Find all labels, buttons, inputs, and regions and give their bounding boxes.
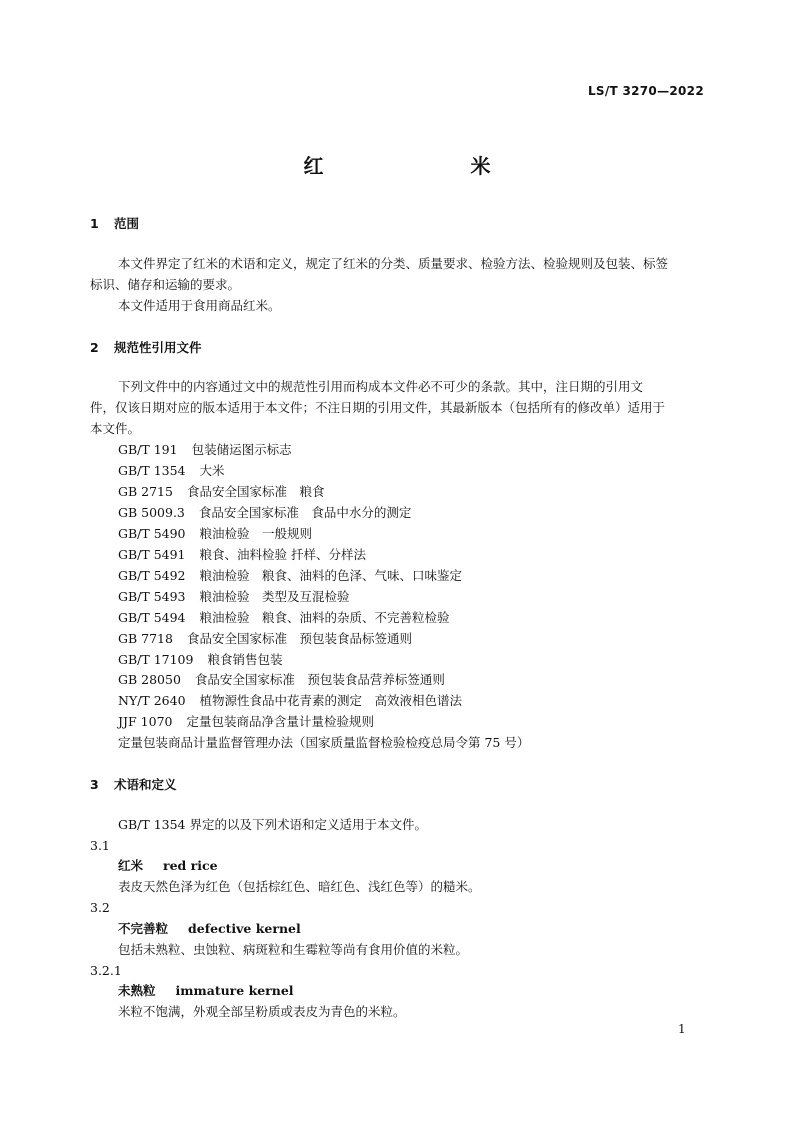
term-number: 3.2.1 — [90, 963, 122, 978]
reference-title: 食品安全国家标准 食品中水分的测定 — [198, 505, 412, 520]
reference-item — [118, 461, 225, 481]
standard-code: LS/T 3270—2022 — [587, 84, 704, 98]
term-chinese: 不完善粒 — [118, 921, 169, 936]
reference-title: 植物源性食品中花青素的测定 高效液相色谱法 — [199, 693, 463, 708]
reference-title: 粮油检验 类型及互混检验 — [199, 589, 350, 604]
reference-title: 大米 — [199, 463, 225, 478]
section-1-para2: 本文件适用于食用商品红米。 — [118, 298, 281, 313]
reference-code: GB 7718 — [118, 631, 173, 646]
reference-item — [118, 524, 312, 544]
reference-item — [118, 587, 350, 607]
page-number: 1 — [678, 1022, 686, 1036]
section-3-title: 术语和定义 — [114, 777, 177, 792]
term-heading — [118, 981, 294, 1001]
term-english: immature kernel — [175, 983, 294, 998]
term-definition: 米粒不饱满，外观全部呈粉质或表皮为青色的米粒。 — [118, 1004, 406, 1019]
reference-code: JJF 1070 — [118, 714, 173, 729]
reference-code: NY/T 2640 — [118, 693, 186, 708]
reference-item — [118, 566, 462, 586]
term-english: defective kernel — [188, 921, 301, 936]
reference-title: 食品安全国家标准 预包装食品标签通则 — [186, 631, 412, 646]
reference-code: GB/T 5491 — [118, 547, 186, 562]
reference-title: 食品安全国家标准 预包装食品营养标签通则 — [194, 672, 445, 687]
reference-title: 食品安全国家标准 粮食 — [186, 484, 325, 499]
reference-item — [118, 503, 411, 523]
section-1-heading — [90, 214, 139, 234]
reference-item — [118, 670, 445, 690]
section-3-heading — [90, 775, 177, 795]
reference-code: GB 2715 — [118, 484, 173, 499]
section-3-intro: GB/T 1354 界定的以及下列术语和定义适用于本文件。 — [118, 817, 427, 832]
section-2-intro-line2: 件，仅该日期对应的版本适用于本文件；不注日期的引用文件，其最新版本（包括所有的修改单）适用于 — [90, 400, 666, 415]
reference-item — [118, 629, 412, 649]
reference-item — [118, 691, 462, 711]
reference-title: 粮食、油料检验 扦样、分样法 — [199, 547, 366, 562]
reference-item — [118, 712, 374, 732]
term-number: 3.2 — [90, 900, 110, 915]
reference-code: GB/T 5494 — [118, 610, 186, 625]
term-definition: 表皮天然色泽为红色（包括棕红色、暗红色、浅红色等）的糙米。 — [118, 879, 481, 894]
regulation-reference: 定量包装商品计量监督管理办法（国家质量监督检验检疫总局令第 75 号） — [118, 735, 530, 750]
reference-code: GB/T 5493 — [118, 589, 186, 604]
section-2-intro-line1: 下列文件中的内容通过文中的规范性引用而构成本文件必不可少的条款。其中，注日期的引用文 — [118, 379, 644, 394]
reference-title: 粮食销售包装 — [207, 652, 283, 667]
section-2-heading — [90, 338, 202, 358]
reference-title: 粮油检验 粮食、油料的色泽、气味、口味鉴定 — [199, 568, 463, 583]
reference-title: 包装储运图示标志 — [191, 442, 292, 457]
reference-item — [118, 650, 282, 670]
term-chinese: 红米 — [118, 858, 144, 873]
reference-code: GB/T 191 — [118, 442, 178, 457]
reference-item — [118, 482, 324, 502]
section-2-title: 规范性引用文件 — [114, 340, 202, 355]
reference-code: GB 28050 — [118, 672, 181, 687]
section-2-number: 2 — [90, 340, 99, 355]
document-title: 红 米 — [303, 154, 561, 178]
reference-code: GB/T 5492 — [118, 568, 186, 583]
section-2-intro-line3: 本文件。 — [90, 421, 141, 436]
term-number: 3.1 — [90, 838, 110, 853]
term-english: red rice — [163, 858, 218, 873]
term-heading — [118, 919, 301, 939]
section-1-number: 1 — [90, 216, 99, 231]
reference-title: 粮油检验 粮食、油料的杂质、不完善粒检验 — [199, 610, 450, 625]
section-3-number: 3 — [90, 777, 99, 792]
term-chinese: 未熟粒 — [118, 983, 156, 998]
reference-item — [118, 545, 366, 565]
section-1-title: 范围 — [114, 216, 140, 231]
term-definition: 包括未熟粒、虫蚀粒、病斑粒和生霉粒等尚有食用价值的米粒。 — [118, 942, 469, 957]
reference-code: GB 5009.3 — [118, 505, 185, 520]
reference-code: GB/T 5490 — [118, 526, 186, 541]
reference-item — [118, 440, 292, 460]
reference-item — [118, 608, 450, 628]
reference-code: GB/T 17109 — [118, 652, 194, 667]
reference-title: 粮油检验 一般规则 — [199, 526, 313, 541]
reference-title: 定量包装商品净含量计量检验规则 — [186, 714, 374, 729]
reference-code: GB/T 1354 — [118, 463, 186, 478]
section-1-para1-line2: 标识、储存和运输的要求。 — [90, 277, 241, 292]
section-1-para1-line1: 本文件界定了红米的术语和定义，规定了红米的分类、质量要求、检验方法、检验规则及包装、标签 — [118, 256, 669, 271]
term-heading — [118, 856, 218, 876]
